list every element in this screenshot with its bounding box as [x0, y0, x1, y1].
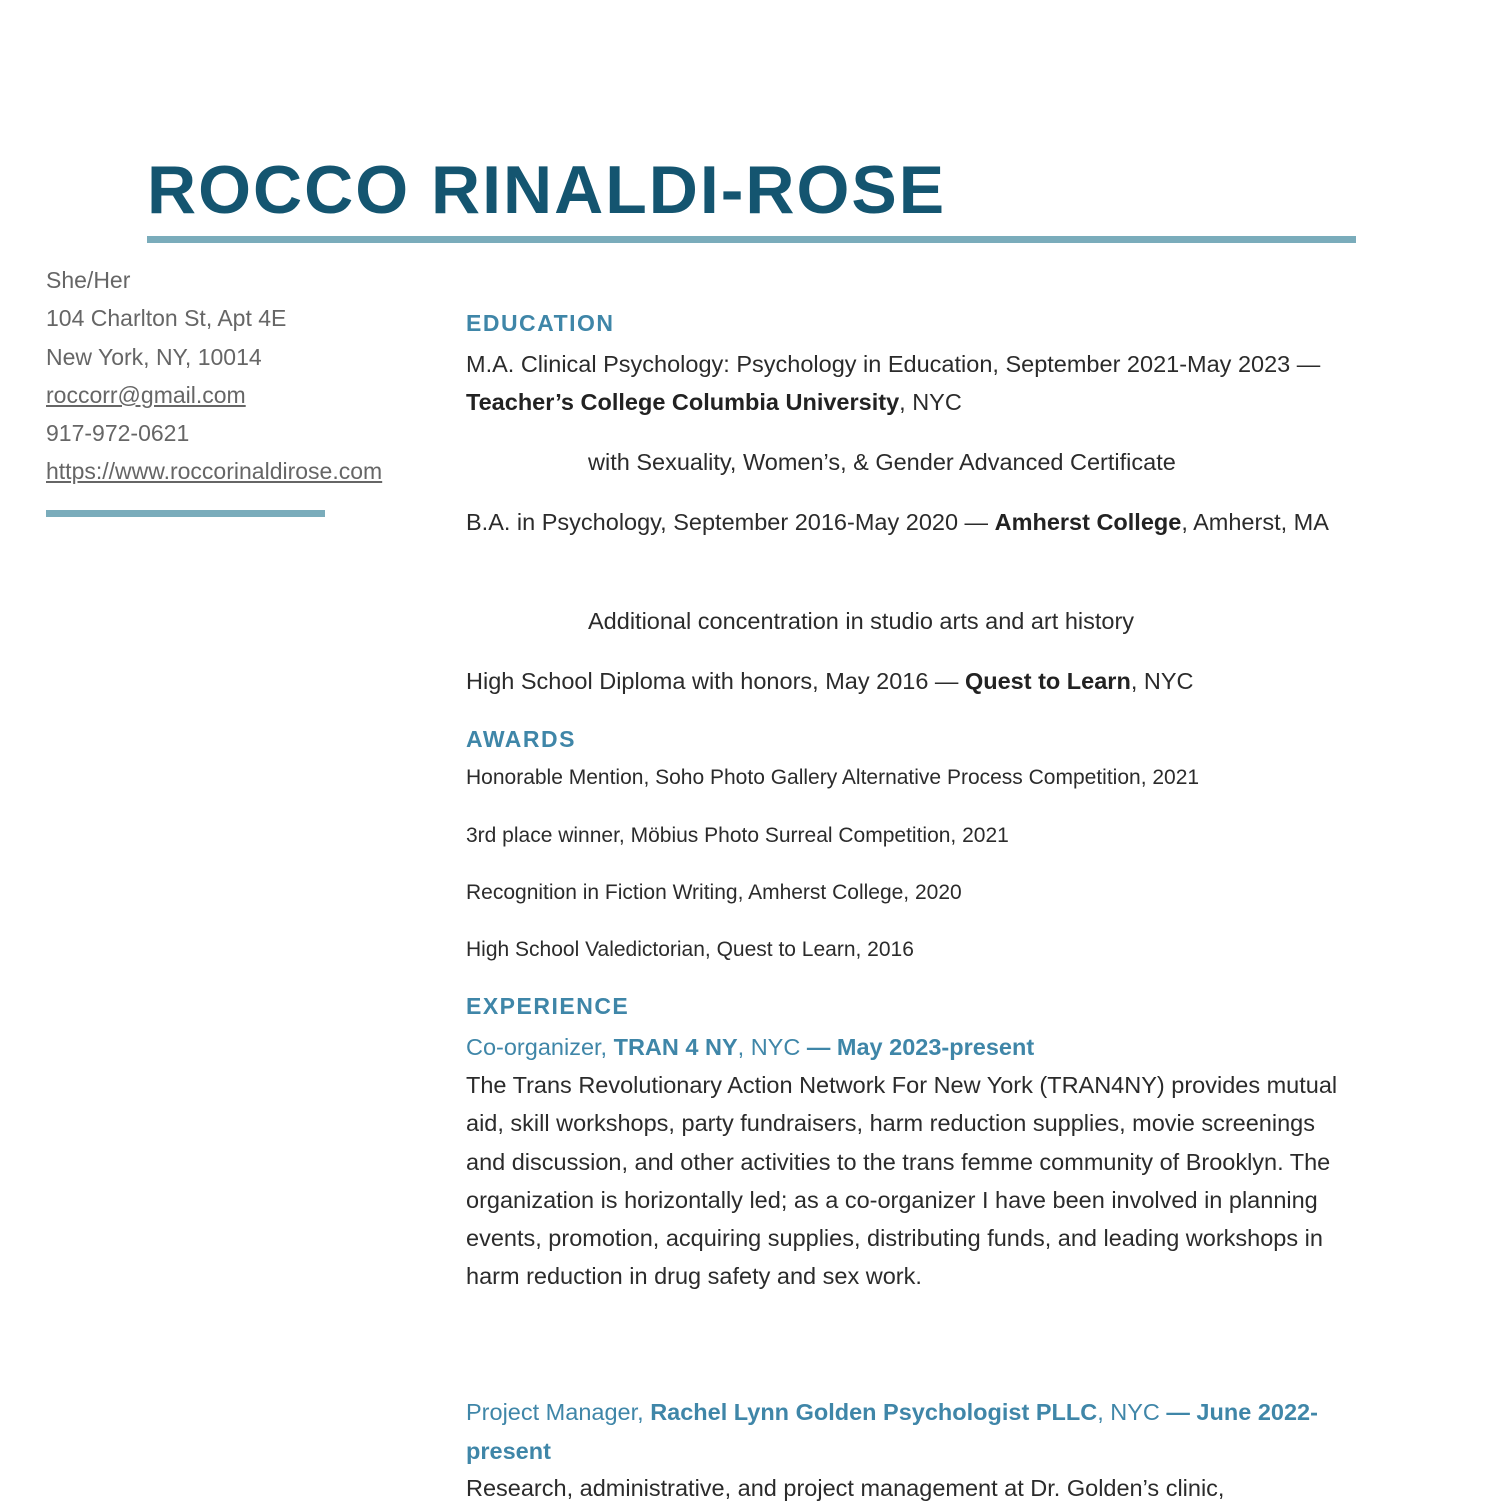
- job-description: Research, administrative, and project management at Dr. Golden’s clinic,: [466, 1475, 1225, 1501]
- hs-school: Quest to Learn: [964, 668, 1131, 694]
- education-hs: High School Diploma with honors, May 2016 — Quest to Learn, NYC: [466, 668, 1194, 694]
- ma-school: Teacher’s College Columbia University: [466, 389, 900, 416]
- name-divider: [147, 236, 1356, 243]
- address-line-1: 104 Charlton St, Apt 4E: [46, 305, 287, 332]
- experience-heading: EXPERIENCE: [466, 993, 630, 1019]
- award-item: Honorable Mention, Soho Photo Gallery Alternative Process Competition, 2021: [466, 766, 1200, 789]
- education-ma-note: with Sexuality, Women’s, & Gender Advanced Certificate: [588, 449, 1176, 475]
- education-ba: B.A. in Psychology, September 2016-May 2020 — Amherst College, Amherst, MA: [466, 509, 1329, 535]
- job-dates: — May 2023-present: [806, 1034, 1035, 1060]
- education-ma: M.A. Clinical Psychology: Psychology in Education, September 2021-May 2023 — Teacher’s College Columbia University, NYC: [466, 351, 1321, 416]
- job-description: The Trans Revolutionary Action Network For New York (TRAN4NY) provides mutual aid, skill workshops, party fundraisers, harm reduction supplies, movie screenings and discussion, and other activities to the trans femme community of Brooklyn. The organization is horizontally led; as a co-organizer I have been involved in planning events, promotion, acquiring supplies, distributing funds, and leading workshops in harm reduction in drug safety and sex work.: [466, 1072, 1338, 1290]
- contact-block: [46, 261, 446, 491]
- job-org: TRAN 4 NY: [613, 1034, 738, 1060]
- awards-heading: AWARDS: [466, 726, 576, 752]
- job-dates: — June 2022-present: [466, 1399, 1318, 1464]
- email-link[interactable]: roccorr@gmail.com: [46, 381, 246, 408]
- award-item: 3rd place winner, Möbius Photo Surreal Competition, 2021: [466, 824, 1009, 847]
- award-item: Recognition in Fiction Writing, Amherst College, 2020: [466, 881, 962, 904]
- contact-divider: [46, 510, 325, 517]
- job-title: Co-organizer, TRAN 4 NY, NYC — May 2023-present: [466, 1034, 1035, 1060]
- job-title: Project Manager, Rachel Lynn Golden Psychologist PLLC, NYC — June 2022-present: [466, 1399, 1318, 1464]
- pronouns: She/Her: [46, 267, 131, 293]
- education-heading: EDUCATION: [466, 310, 615, 336]
- award-item: High School Valedictorian, Quest to Learn, 2016: [466, 938, 914, 961]
- ba-school: Amherst College: [994, 509, 1182, 535]
- website-link[interactable]: https://www.roccorinaldirose.com: [46, 458, 383, 485]
- resume-name: ROCCO RINALDI-ROSE: [147, 152, 947, 228]
- job-org: Rachel Lynn Golden Psychologist PLLC: [650, 1399, 1098, 1425]
- phone-number: 917-972-0621: [46, 420, 190, 447]
- address-line-2: New York, NY, 10014: [46, 343, 262, 370]
- education-ba-note: Additional concentration in studio arts and art history: [588, 608, 1135, 634]
